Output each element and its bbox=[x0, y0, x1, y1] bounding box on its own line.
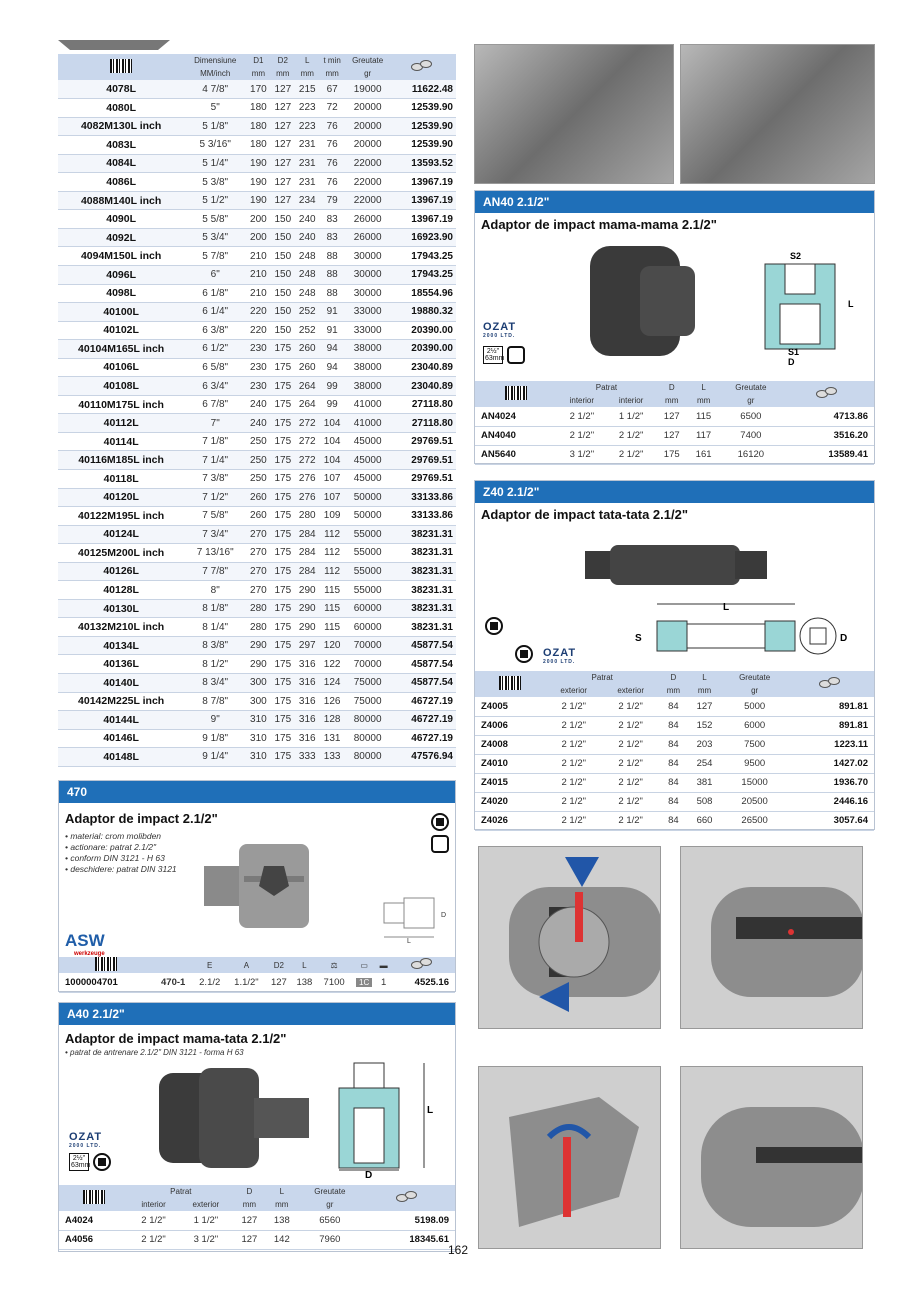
illustration-pin-seated bbox=[680, 846, 863, 1029]
barcode-icon bbox=[95, 957, 117, 971]
page-number: 162 bbox=[448, 1243, 469, 1257]
adapter-470-diagram bbox=[379, 893, 454, 943]
price-coins-icon bbox=[411, 958, 435, 970]
table-row: 40114L 7 1/8" 250 175 272 104 45000 29769.51 bbox=[58, 432, 456, 451]
table-row: A4056 2 1/2" 3 1/2" 127 142 7960 18345.61 bbox=[59, 1230, 455, 1249]
illustration-ring-cutaway bbox=[478, 1066, 661, 1249]
table-row: 40124L 7 3/4" 270 175 284 112 55000 38231.31 bbox=[58, 525, 456, 544]
table-row: 4096L 6" 210 150 248 88 30000 17943.25 bbox=[58, 265, 456, 284]
section-470-panel bbox=[58, 780, 456, 992]
table-row: 40148L 9 1/4" 310 175 333 133 80000 47576.94 bbox=[58, 748, 456, 767]
table-row: 40125M200L inch 7 13/16" 270 175 284 112 55000 38231.31 bbox=[58, 544, 456, 563]
section-z40-panel bbox=[474, 480, 875, 830]
square-drive-icon bbox=[485, 617, 503, 635]
table-row: 40126L 7 7/8" 270 175 284 112 55000 38231.31 bbox=[58, 562, 456, 581]
table-row: 40104M165L inch 6 1/2" 230 175 260 94 38000 20390.00 bbox=[58, 340, 456, 359]
illustration-ring-assembled bbox=[680, 1066, 863, 1249]
adapter-470-image bbox=[194, 836, 314, 936]
adapter-a40-diagram bbox=[329, 1058, 439, 1178]
svg-text:D: D bbox=[365, 1170, 373, 1178]
section-470-bullets: • material: crom molibden • actionare: patrat 2.1/2" • conform DIN 3121 - H 63 • deschidere: patrat DIN 3121 bbox=[65, 831, 177, 874]
price-coins-icon bbox=[396, 1191, 420, 1203]
section-a40-panel bbox=[58, 1002, 456, 1252]
section-an40-title: Adaptor de impact mama-mama 2.1/2" bbox=[481, 217, 717, 232]
table-row: 4083L 5 3/16" 180 127 231 76 20000 12539.90 bbox=[58, 136, 456, 155]
usage-photo-1 bbox=[474, 44, 674, 184]
table-row: 4094M150L inch 5 7/8" 210 150 248 88 30000 17943.25 bbox=[58, 247, 456, 266]
section-an40-panel bbox=[474, 190, 875, 464]
table-row: Z4010 2 1/2" 2 1/2" 84 254 9500 1427.02 bbox=[475, 754, 874, 773]
barcode-icon bbox=[110, 59, 132, 73]
section-z40-table: Patrat D L Greutate exterior exterior mm mm gr Z4005 2 1/2" 2 1/2" 84 127 5000 891.81 Z4006 2 1/2" 2 1/2" 84 152 6000 891.81 Z4008 2 1/2" 2 1/2" 84 203 7500 1223.11 Z4010 2 1/2" 2 1/2" 84 254 9500 1427.02 Z4015 2 1/2" 2 1/2" 84 381 15000 1936.70 Z4020 2 1/2" 2 1/2" 84 508 20500 2446.16 Z4026 2 1/2" 2 1/2" 84 660 26500 3057.64 bbox=[475, 671, 874, 831]
adapter-an40-diagram bbox=[750, 249, 870, 369]
svg-text:S1: S1 bbox=[788, 347, 800, 357]
table-row: 4088M140L inch 5 1/2" 190 127 234 79 22000 13967.19 bbox=[58, 191, 456, 210]
table-row: AN4040 2 1/2" 2 1/2" 127 117 7400 3516.20 bbox=[475, 426, 874, 445]
header-arrow-decoration bbox=[58, 40, 170, 52]
table-row: 4082M130L inch 5 1/8" 180 127 223 76 20000 12539.90 bbox=[58, 117, 456, 136]
table-row: Z4008 2 1/2" 2 1/2" 84 203 7500 1223.11 bbox=[475, 735, 874, 754]
section-a40-table: Patrat D L Greutate interior exterior mm mm gr A4024 2 1/2" 1 1/2" 127 138 6560 5198.09 A4056 2 1/2" 3 1/2" 127 142 7960 18345.61 bbox=[59, 1185, 455, 1250]
section-a40-title: Adaptor de impact mama-tata 2.1/2" bbox=[65, 1031, 287, 1046]
asw-logo: ASW werkzeuge bbox=[65, 931, 105, 957]
table-row: 4080L 5" 180 127 223 72 20000 12539.90 bbox=[58, 99, 456, 118]
usage-photo-2 bbox=[680, 44, 875, 184]
table-row: 40120L 7 1/2" 260 175 276 107 50000 33133.86 bbox=[58, 488, 456, 507]
round-socket-icon bbox=[431, 835, 449, 858]
ozat-logo: OZAT 2000 LTD. bbox=[69, 1131, 103, 1149]
table-row: 40136L 8 1/2" 290 175 316 122 70000 45877.54 bbox=[58, 655, 456, 674]
price-coins-icon bbox=[819, 677, 843, 689]
table-row: 40146L 9 1/8" 310 175 316 131 80000 46727.19 bbox=[58, 729, 456, 748]
illustration-pin-insert bbox=[478, 846, 661, 1029]
table-row: Z4020 2 1/2" 2 1/2" 84 508 20500 2446.16 bbox=[475, 792, 874, 811]
ozat-logo: OZAT 2000 LTD. bbox=[543, 647, 577, 665]
section-an40-banner: AN40 2.1/2" bbox=[475, 191, 874, 213]
table-row: 40140L 8 3/4" 300 175 316 124 75000 45877.54 bbox=[58, 674, 456, 693]
adapter-z40-image bbox=[585, 541, 775, 591]
table-row: 4078L 4 7/8" 170 127 215 67 19000 11622.48 bbox=[58, 80, 456, 99]
drive-size-tag: 2½" 63mm bbox=[483, 346, 525, 364]
table-row: 4098L 6 1/8" 210 150 248 88 30000 18554.96 bbox=[58, 284, 456, 303]
section-470-title: Adaptor de impact 2.1/2" bbox=[65, 811, 218, 826]
table-row: Z4005 2 1/2" 2 1/2" 84 127 5000 891.81 bbox=[475, 697, 874, 716]
adapter-z40-diagram bbox=[635, 596, 875, 666]
svg-text:L: L bbox=[723, 602, 730, 613]
svg-text:L: L bbox=[427, 1105, 434, 1116]
table-row: 40110M175L inch 6 7/8" 240 175 264 99 41000 27118.80 bbox=[58, 395, 456, 414]
table-row: 40100L 6 1/4" 220 150 252 91 33000 19880.32 bbox=[58, 303, 456, 322]
table-row: 4092L 5 3/4" 200 150 240 83 26000 16923.90 bbox=[58, 228, 456, 247]
section-470-table: E A D2 L ⚖ ▭ ▬ 1000004701 470-1 2.1/2 1.1/2" 127 138 7100 1C 1 4525.16 bbox=[59, 957, 455, 993]
section-a40-note: • patrat de antrenare 2.1/2" DIN 3121 - forma H 63 bbox=[65, 1048, 244, 1057]
table-row: 4084L 5 1/4" 190 127 231 76 22000 13593.52 bbox=[58, 154, 456, 173]
table-row: 40108L 6 3/4" 230 175 264 99 38000 23040.89 bbox=[58, 377, 456, 396]
table-row: 40132M210L inch 8 1/4" 280 175 290 115 60000 38231.31 bbox=[58, 618, 456, 637]
table-row: 4090L 5 5/8" 200 150 240 83 26000 13967.19 bbox=[58, 210, 456, 229]
section-z40-title: Adaptor de impact tata-tata 2.1/2" bbox=[481, 507, 688, 522]
table-row: 40128L 8" 270 175 290 115 55000 38231.31 bbox=[58, 581, 456, 600]
square-drive-icon bbox=[515, 645, 533, 663]
table-row: Z4006 2 1/2" 2 1/2" 84 152 6000 891.81 bbox=[475, 716, 874, 735]
svg-text:L: L bbox=[848, 299, 854, 309]
table-row: 40144L 9" 310 175 316 128 80000 46727.19 bbox=[58, 711, 456, 730]
table-row: 40134L 8 3/8" 290 175 297 120 70000 45877.54 bbox=[58, 636, 456, 655]
barcode-icon bbox=[505, 386, 527, 400]
table-row: 40118L 7 3/8" 250 175 276 107 45000 29769.51 bbox=[58, 469, 456, 488]
table-row: 40122M195L inch 7 5/8" 260 175 280 109 50000 33133.86 bbox=[58, 507, 456, 526]
svg-text:D: D bbox=[441, 912, 447, 919]
price-coins-icon bbox=[411, 60, 435, 72]
ozat-logo: OZAT 2000 LTD. bbox=[483, 321, 517, 339]
table-row: AN4024 2 1/2" 1 1/2" 127 115 6500 4713.86 bbox=[475, 407, 874, 426]
table-row: 40102L 6 3/8" 220 150 252 91 33000 20390.00 bbox=[58, 321, 456, 340]
adapter-an40-image bbox=[585, 241, 705, 361]
table-row: 40142M225L inch 8 7/8" 300 175 316 126 75000 46727.19 bbox=[58, 692, 456, 711]
table-row: A4024 2 1/2" 1 1/2" 127 138 6560 5198.09 bbox=[59, 1211, 455, 1230]
square-drive-icon bbox=[431, 813, 449, 831]
svg-text:L: L bbox=[407, 938, 411, 943]
table-row: 40112L 7" 240 175 272 104 41000 27118.80 bbox=[58, 414, 456, 433]
svg-text:S: S bbox=[635, 633, 642, 644]
table-row: 1000004701 470-1 2.1/2 1.1/2" 127 138 7100 1C 1 4525.16 bbox=[59, 973, 455, 992]
price-coins-icon bbox=[816, 387, 840, 399]
section-470-banner: 470 bbox=[59, 781, 455, 803]
main-product-table: Dimensiune D1 D2 L t min Greutate MM/inch mm mm mm mm gr 4078L 4 7/8" 170 127 215 67 19000 11622.48 4080L 5" 180 127 223 72 20000 12539.90 4082M130L inch 5 1/8" 180 127 223 76 20000 12539.90 4083L 5 3/16" 180 127 231 76 20000 12539.90 4084L 5 1/4" 190 127 231 76 22000 13593.52 4086L 5 3/8" 190 127 231 76 22000 13967.19 4088M140L inch 5 1/2" 190 127 234 79 22000 13967.19 4090L 5 5/8" 200 150 240 83 26000 13967.19 4092L 5 3/4" 200 150 240 83 26000 16923.90 4094M150L inch 5 7/8" 210 150 248 88 30000 17943.25 4096L 6" 210 150 248 88 30000 17943.25 4098L 6 1/8" 210 150 248 88 30000 18554.96 40100L 6 1/4" 220 150 252 91 33000 19880.32 40102L 6 3/8" 220 150 252 91 33000 20390.00 40104M165L inch 6 1/2" 230 175 260 94 38000 20390.00 40106L 6 5/8" 230 175 260 94 38000 23040.89 40108L 6 3/4" 230 175 264 99 38000 23040.89 40110M175L inch 6 7/8" 240 175 264 99 41000 27118.80 40112L 7" 240 175 272 104 41000 27118.80 40114L 7 1/8" 250 175 272 104 45000 29769.51 40116M185L inch 7 1/4" 250 175 272 104 45000 29769.51 40118L 7 3/8" 250 175 276 107 45000 29769.51 40120L 7 1/2" 260 175 276 107 50000 33133.86 40122M195L inch 7 5/8" 260 175 280 109 50000 33133.86 40124L 7 3/4" 270 175 284 112 55000 38231.31 40125M200L inch 7 13/16" 270 175 284 112 55000 38231.31 40126L 7 7/8" 270 175 284 112 55000 38231.31 40128L 8" 270 175 290 115 55000 38231.31 40130L 8 1/8" 280 175 290 115 60000 38231.31 40132M210L inch 8 1/4" 280 175 290 115 60000 38231.31 40134L 8 3/8" 290 175 297 120 70000 45877.54 40136L 8 1/2" 290 175 316 122 70000 45877.54 40140L 8 3/4" 300 175 316 124 75000 45877.54 40142M225L inch 8 7/8" 300 175 316 126 75000 46727.19 40144L 9" 310 175 316 128 80000 46727.19 40146L 9 1/8" 310 175 316 131 80000 46727.19 40148L 9 1/4" 310 175 333 133 80000 47576.94 bbox=[58, 54, 456, 767]
section-z40-banner: Z40 2.1/2" bbox=[475, 481, 874, 503]
table-row: 4086L 5 3/8" 190 127 231 76 22000 13967.19 bbox=[58, 173, 456, 192]
barcode-icon bbox=[83, 1190, 105, 1204]
table-row: Z4026 2 1/2" 2 1/2" 84 660 26500 3057.64 bbox=[475, 811, 874, 830]
drive-size-tag: 2½" 63mm bbox=[69, 1153, 111, 1171]
table-row: 40116M185L inch 7 1/4" 250 175 272 104 45000 29769.51 bbox=[58, 451, 456, 470]
svg-text:D: D bbox=[788, 357, 795, 367]
adapter-a40-image bbox=[159, 1063, 319, 1173]
svg-text:D: D bbox=[840, 633, 848, 644]
section-a40-banner: A40 2.1/2" bbox=[59, 1003, 455, 1025]
table-row: 40106L 6 5/8" 230 175 260 94 38000 23040.89 bbox=[58, 358, 456, 377]
barcode-icon bbox=[499, 676, 521, 690]
table-row: AN5640 3 1/2" 2 1/2" 175 161 16120 13589.41 bbox=[475, 445, 874, 464]
table-row: Z4015 2 1/2" 2 1/2" 84 381 15000 1936.70 bbox=[475, 773, 874, 792]
section-an40-table: Patrat D L Greutate interior interior mm mm gr AN4024 2 1/2" 1 1/2" 127 115 6500 4713.86 AN4040 2 1/2" 2 1/2" 127 117 7400 3516.20 AN5640 3 1/2" 2 1/2" 175 161 16120 13589.41 bbox=[475, 381, 874, 465]
table-row: 40130L 8 1/8" 280 175 290 115 60000 38231.31 bbox=[58, 599, 456, 618]
svg-text:S2: S2 bbox=[790, 251, 802, 261]
